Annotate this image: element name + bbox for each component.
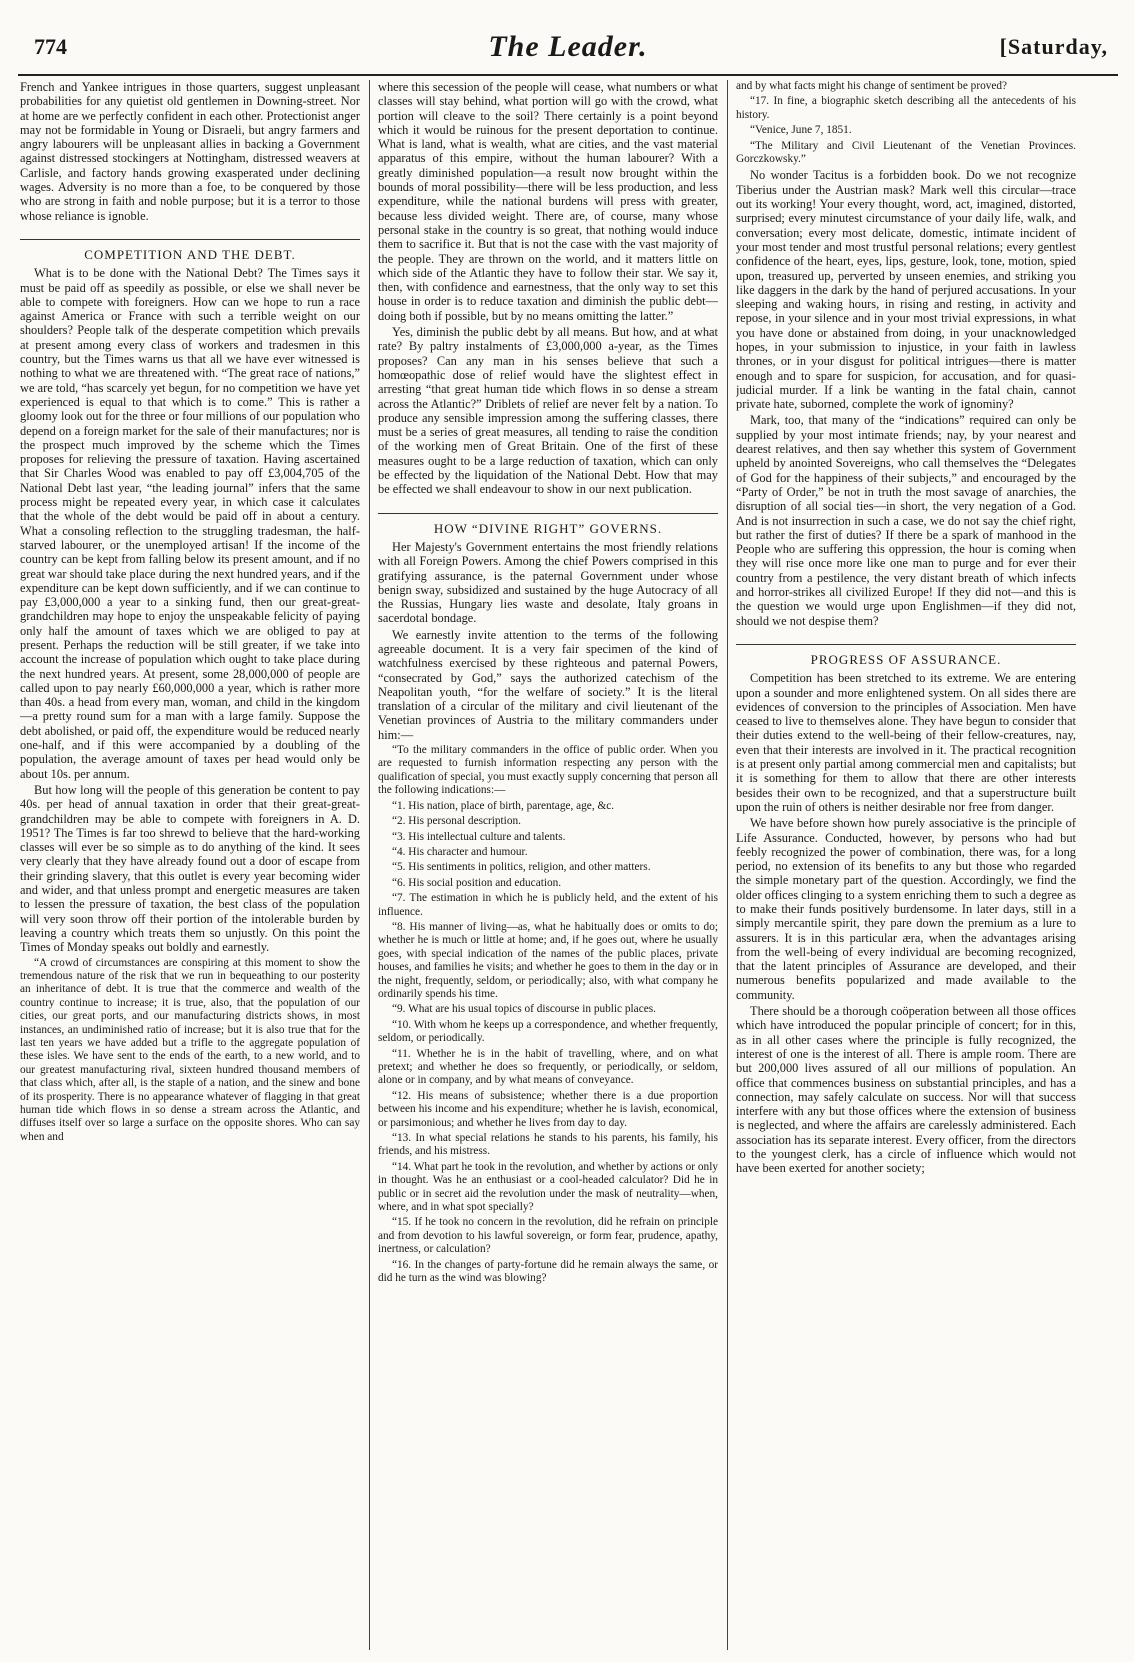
page-number: 774 bbox=[34, 34, 67, 59]
paragraph: No wonder Tacitus is a forbidden book. Do we not recognize Tiberius under the Austrian mask? Mark well this circular—trace out its working! Your every thought, word, act, imagined, distorted, surprised; every minutest circumstance of your daily life, walk, and conversation; every most delicate, domestic, intimate incident of your most tender and most trustful personal relations; every gentlest confidence of the heart, eyes, lips, gesture, look, tone, motion, spied upon, treasured up, perverted by unseen enemies, and striking you like daggers in the dark by the hand of perjured accusations. In your sleeping and waking hours, in rising and resting, in activity and repose, in your silence and in your most trivial expressions, in what you have done or abstained from doing, in your unacknowledged hopes, in your submission to injustice, in your faith in lawless thrones, or in your disgust for political intrigues—there is matter enough and to spare for suspicion, for accusation, and for quasi-judicial murder. If a link be wanting in the fatal chain, cannot private hate, suborned, complete the work of ignominy? bbox=[736, 168, 1076, 412]
paragraph: There should be a thorough coöperation between all those offices which have introduced the popular principle of concert; for in this, as in all other cases where the principle is fully recognized, the interest of one is the interest of all. There is ample room. There are but 200,000 lives assured of all our millions of population. An office that commences business on substantial principles, and has a connection, may safely calculate on success. Nor will that success interfere with any but those offices where the extension of business is neglected, and where the affairs are carelessly administered. Each association has its separate interest. Every officer, from the directors to the youngest clerk, has a circle of influence which would not have been exerted for another society; bbox=[736, 1004, 1076, 1176]
paragraph: Her Majesty's Government entertains the most friendly relations with all Foreign Powers. Among the chief Powers comprised in this gratifying assurance, is the paternal Government under whose benign sway, subsidized and sustained by the huge Autocracy of all the Russias, Hungary lies waste and desolate, Italy groans in sacerdotal bondage. bbox=[378, 539, 718, 626]
circular-signature: “The Military and Civil Lieutenant of the Venetian Provinces. Gorczkowsky.” bbox=[736, 139, 1076, 166]
newspaper-title: The Leader. bbox=[488, 30, 648, 63]
header-rule bbox=[18, 74, 1118, 76]
circular-item: “4. His character and humour. bbox=[392, 845, 528, 858]
circular-item: “3. His intellectual culture and talents. bbox=[392, 830, 566, 843]
circular-quote-continued bbox=[736, 80, 1076, 166]
circular-item: “11. Whether he is in the habit of travelling, where, and on what pretext; and whether he does so frequently, or periodically, or seldom, alone or in company, and by what means of conveyance. bbox=[378, 1047, 718, 1087]
column-1 bbox=[20, 80, 360, 1650]
article-heading-assurance: PROGRESS OF ASSURANCE. bbox=[736, 644, 1076, 667]
column-3 bbox=[736, 80, 1076, 1650]
circular-date: “Venice, June 7, 1851. bbox=[750, 124, 852, 137]
masthead bbox=[18, 30, 1118, 74]
article-heading-competition: COMPETITION AND THE DEBT. bbox=[20, 239, 360, 262]
column-2 bbox=[378, 80, 718, 1650]
paragraph: Mark, too, that many of the “indications” required can only be supplied by your most intimate friends; nay, by your nearest and dearest relatives, and then say whether this system of Government upheld by anointed Sovereigns, who call themselves the “Delegates of God for the happiness of their subjects,” and encouraged by the “Party of Order,” be not in truth the most savage of anarchies, the disruption of all social ties—in short, the very negation of a God. And is not insurrection in such a case, we do not say the chief right, but rather the first of duties? If there be a spark of manhood in the People who are suffering this oppression, the hour is coming when they will rise once more like one man to purge and for ever their country from a pestilence, the very distant breath of which infects and horror-strikes all civilized Europe! If they did not—and this is the question we would urge upon Englishmen—if they did not, should we not despise them? bbox=[736, 413, 1076, 628]
circular-item: “12. His means of subsistence; whether there is a due proportion between his income and his expenditure; whether he is lavish, economical, or parsimonious; and whether he lives from day to day. bbox=[378, 1089, 718, 1129]
article-heading-divine-right: HOW “DIVINE RIGHT” GOVERNS. bbox=[378, 513, 718, 536]
paragraph: We earnestly invite attention to the terms of the following agreeable document. It is a very fair specimen of the kind of watchfulness exercised by these righteous and paternal Powers, “consecrated by God,” says the authorized catechism of the Neapolitan youth, “for the welfare of society.” It is the literal translation of a circular of the military and civil lieutenant of the Venetian provinces of Austria to the military commanders under him:— bbox=[378, 627, 718, 742]
issue-day: [Saturday, bbox=[999, 34, 1108, 59]
paragraph: where this secession of the people will cease, what numbers or what classes will stay behind, what portion will go with the crowd, what portion will cleave to the soil? There certainly is a point beyond which it would be ruinous for the present deportation to continue. What is land, what is wealth, what are cities, and the vast material apparatus of this empire, without the human labourer? With a greatly diminished population—a result now brought within the bounds of moral possibility—there will be less production, and less expenditure, while the national burdens will press with greater, because less divided weight. There are, of course, many whose personal stake in the country is so great, that nothing would induce them to sacrifice it. But that is not the case with the vast majority of the people. They are thrown on the world, and it matters little on which side of the Atlantic they have to follow their star. We say it, then, with confidence and earnestness, that the only way to set this house in order is to reduce taxation and diminish the public debt—doing both if possible, but by no means omitting the latter.” bbox=[378, 80, 718, 323]
column-divider-2 bbox=[727, 80, 728, 1650]
paragraph: We have before shown how purely associative is the principle of Life Assurance. Conducted, however, by persons who had but feebly recognized the power of combination, there was, for a long period, no extension of its benefits to any but those who regarded the simple monetary part of the question. Accordingly, we find the older offices clinging to a system enriching them to such a degree as to make their funds positively burdensome. In later days, still in a simply mercantile spirit, they pare down the premium as a lure to assurers. It is in this particular æra, when the advantages arising from the well-being of every individual are becoming recognized, that the latent principles of Assurance are developed, and their numerous benefits popularized and made available to the community. bbox=[736, 816, 1076, 1002]
circular-item: “1. His nation, place of birth, parentage, age, &c. bbox=[392, 799, 615, 812]
paragraph: What is to be done with the National Debt? The Times says it must be paid off as speedily as possible, or else we shall never be able to compete with foreigners. How can we hope to run a race against America or France with such a terrible weight on our shoulders? People talk of the desperate competition which prevails at present among every class of workers and tradesmen in this country, but the Times warns us that all we have ever witnessed is nothing to what we are threatened with. “The great race of nations,” we are told, “has scarcely yet begun, for no competition we have yet experienced is equal to that which is to come.” This is rather a gloomy look out for the three or four millions of our population who depend on a foreign market for the sale of their manufactures; nor is the prospect much improved by the scheme which the Times proposes for relieving the pressure of taxation. Having ascertained that Sir Charles Wood was enabled to pay off £3,004,705 of the National Debt last year, “the leading journal” infers that the same process might be repeated every year, in which case it calculates that the whole of the debt would be paid off in about a century. What a consoling reflection to the struggling tradesman, the half-starved labourer, or the unemployed artisan! If the income of the country can be kept from falling below its present amount, and if no great war should take place during the next hundred years, and if the expenditure can be kept down sufficiently, and if we can continue to pay £3,000,000 a year to a sinking fund, then our great-great-grandchildren may hope to enjoy the unspeakable felicity of paying only half the amount of taxes which we are obliged to pay at present. Perhaps the reduction will be still greater, if we take into account the increase of population which ought to take place during the next hundred years. At present, some 28,000,000 of people are called upon to pay nearly £60,000,000 a year, which is rather more than 40s. a head from every man, woman, and child in the kingdom—a pretty round sum for a man with a large family. Suppose the debt abolished, or paid off, the expenditure would be reduced nearly one-half, and if this were accompanied by a doubling of the population, the average amount of taxes per head would only be about 10s. per annum. bbox=[20, 266, 360, 781]
column-divider-1 bbox=[369, 80, 370, 1650]
circular-item: “6. His social position and education. bbox=[392, 876, 562, 889]
circular-item: “16. In the changes of party-fortune did he remain always the same, or did he turn as the wind was blowing? bbox=[378, 1258, 718, 1285]
circular-item: “To the military commanders in the office of public order. When you are requested to furnish information respecting any person with the qualification of special, you must exactly supply concerning that person all the following indications:— bbox=[378, 744, 718, 797]
circular-item: “9. What are his usual topics of discourse in public places. bbox=[392, 1003, 656, 1016]
paragraph: Competition has been stretched to its extreme. We are entering upon a sounder and more enlightened system. On all sides there are evidences of conversion to the principles of Association. Men have ceased to live to themselves alone. They have begun to consider that their duties extend to the well-being of their fellow-creatures, nay, even that their interests are involved in it. The practical recognition is at present only partial among commercial men and capitalists; but it is something for them to allow that there are other interests besides their own to be recognized, and that a superstructure built upon the ruin of others is neither desirable nor free from danger. bbox=[736, 671, 1076, 814]
circular-item: “13. In what special relations he stands to his parents, his family, his friends, and his mistress. bbox=[378, 1132, 718, 1158]
paragraph: Yes, diminish the public debt by all means. But how, and at what rate? By paltry instalments of £3,000,000 a-year, as the Times proposes? Can any man in his senses believe that such a homœopathic dose of relief would have the slightest effect in arresting “that great human tide which flows in so dense a stream across the Atlantic?” Driblets of relief are never felt by a nation. To produce any sensible impression among the suffering classes, there must be a series of great measures, all tending to raise the condition of the working men of Great Britain. One of the first of these measures ought to be a large reduction of taxation, which can only be effected by the liquidation of the National Debt. How that may be effected we shall endeavour to show in our next publication. bbox=[378, 325, 718, 497]
paragraph: But how long will the people of this generation be content to pay 40s. per head of annual taxation in order that their great-great-grandchildren may be able to compete with foreigners in A. D. 1951? The Times is far too shrewd to believe that the hard-working classes will ever be so simple as to do anything of the kind. It sees very clearly that they have already found out a door of escape from their grinding slavery, that this outlet is every year becoming wider and wider, and that unless prompt and energetic measures are taken to lessen the pressure of taxation, the best class of the population will very soon throw off their portion of the intolerable burden by leaving a country which treats them so unjustly. On this point the Times of Monday speaks out boldly and earnestly. bbox=[20, 782, 360, 955]
circular-item: “10. With whom he keeps up a correspondence, and whether frequently, seldom, or periodically. bbox=[378, 1018, 718, 1045]
circular-item: “15. If he took no concern in the revolution, did he refrain on principle and from devotion to his lawful sovereign, or form fear, prudence, apathy, inertness, or calculation? bbox=[378, 1216, 718, 1256]
circular-item: “8. His manner of living—as, what he habitually does or omits to do; whether he is much or little at home; and, if he goes out, where he usually goes, with special indication of the names of the public places, private houses, and families he visits; and whether he goes to them in the day or in the night, frequently, seldom, or periodically; also, with what company he ordinarily spends his time. bbox=[378, 920, 718, 1000]
circular-item: “5. His sentiments in politics, religion, and other matters. bbox=[392, 861, 651, 874]
circular-item: “2. His personal description. bbox=[392, 815, 521, 828]
circular-item: “17. In fine, a biographic sketch describing all the antecedents of his history. bbox=[736, 95, 1076, 121]
circular-quote bbox=[378, 744, 718, 1285]
quoted-paragraph: “A crowd of circumstances are conspiring at this moment to show the tremendous nature of the risk that we run in bequeathing to our posterity an inheritance of debt. It is true that the commerce and wealth of the country continue to increase; it is true, also, that the population of our cities, our great ports, and our manufacturing districts shows, in most instances, an undiminished ratio of increase; but it is also true that for the last ten years we have added but a trifle to the aggregate population of these isles. We have sent to the ends of the earth, to a new world, and to our greatest manufacturing rival, sixteen hundred thousand members of that class which, after all, is the staple of a nation, and the sinew and bone of its prosperity. There is no appearance whatever of flagging in that great human tide which flows in so dense a stream across the Atlantic, and diffuses itself over so large a surface on the opposite shores. Who can say when and bbox=[20, 956, 360, 1143]
circular-item: “7. The estimation in which he is publicly held, and the extent of his influence. bbox=[378, 892, 718, 918]
circular-item: and by what facts might his change of sentiment be proved? bbox=[736, 80, 1008, 92]
circular-item: “14. What part he took in the revolution, and whether by actions or only in thought. Was he an enthusiast or a cool-headed calculator? Did he in public or in secret aid the revolution under the mask of neutrality—when, where, and in what spot specially? bbox=[378, 1160, 718, 1214]
paragraph: French and Yankee intrigues in those quarters, suggest unpleasant probabilities for any quietist old gentlemen in Downing-street. Nor at home are we perfectly confident in each other. Protectionist anger may not be formidable in Young or Disraeli, but angry farmers and angry labourers will be unpleasant allies in backing a Government against distressed stockingers at Nottingham, distressed weavers at Carlisle, and factory hands growing exasperated under declining wages. Adversity is no more than a foe, to be conquered by those who are strong in faith and noble purpose; but it is a terror to those whose reliance is ignoble. bbox=[20, 80, 360, 223]
